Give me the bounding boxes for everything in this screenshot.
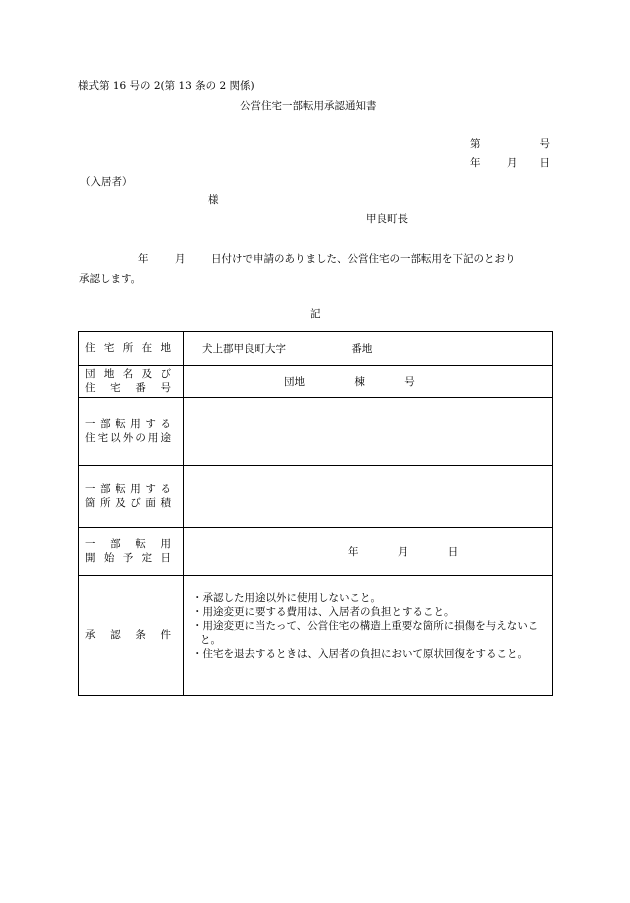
- row-label-area: [79, 466, 184, 528]
- label-char: 日: [160, 551, 171, 564]
- label-char: 部: [100, 483, 111, 496]
- start-year: 年: [348, 546, 359, 558]
- condition-item: ・住宅を退去するときは、入居者の負担において原状回復をすること。: [192, 647, 528, 660]
- body-year: 年: [138, 253, 149, 265]
- row-value-danchi: [184, 366, 553, 398]
- label-char: す: [145, 483, 156, 496]
- label-char: 予: [122, 551, 134, 564]
- danchi-text: 団地: [284, 376, 305, 388]
- label-char: 及: [141, 368, 153, 381]
- label-char: 地: [103, 368, 115, 381]
- table-row: [79, 528, 553, 576]
- date-day: 日: [539, 157, 550, 169]
- label-char: す: [145, 418, 156, 431]
- ki-heading: 記: [310, 308, 321, 320]
- label-char: 面: [145, 496, 156, 509]
- label-char: 承: [85, 628, 96, 641]
- row-label-address: [79, 332, 184, 366]
- date-month: 月: [507, 157, 518, 169]
- table-row: [79, 332, 553, 366]
- document-number-prefix: 第: [470, 138, 481, 150]
- label-char: 所: [122, 341, 134, 354]
- label-char: 用: [160, 538, 171, 551]
- gou-text: 号: [404, 376, 415, 388]
- label-char: び: [160, 368, 171, 381]
- label-char: 住: [85, 341, 96, 354]
- table-row: [79, 576, 553, 696]
- label-char: 一: [85, 538, 96, 551]
- row-label-use: [79, 398, 184, 466]
- label-char: 箇: [85, 496, 96, 509]
- row-label-start-date: [79, 528, 184, 576]
- label-char: 転: [115, 483, 126, 496]
- label-char: 積: [160, 496, 171, 509]
- body-line-2: 承認します。: [79, 273, 142, 285]
- condition-item: ・承認した用途以外に使用しないこと。: [192, 591, 381, 604]
- record-table: [78, 331, 553, 696]
- label-char: 用: [130, 483, 141, 496]
- label-char: 宅: [103, 341, 115, 354]
- label-char: 転: [115, 418, 126, 431]
- tou-text: 棟: [354, 376, 365, 388]
- row-value-use: [184, 398, 553, 466]
- label-char: 及: [115, 496, 126, 509]
- document-number-suffix: 号: [539, 138, 550, 150]
- conditions-list: [184, 591, 548, 661]
- table-row: [79, 466, 553, 528]
- label-char: 一: [85, 483, 96, 496]
- label-char: 所: [100, 496, 111, 509]
- label-char: 番: [135, 381, 146, 394]
- label-char: び: [130, 496, 141, 509]
- label-char: 外: [122, 431, 134, 444]
- label-char: 宅: [110, 381, 121, 394]
- row-value-area: [184, 466, 553, 528]
- start-day: 日: [447, 546, 459, 558]
- label-char: 住: [85, 381, 96, 394]
- body-rest: 日付けで申請のありました、公営住宅の一部転用を下記のとおり: [211, 253, 516, 265]
- label-char: 部: [110, 538, 121, 551]
- label-char: 住: [85, 431, 96, 444]
- issuer-name: 甲良町長: [366, 213, 408, 225]
- table-row: [79, 366, 553, 398]
- row-label-conditions: [79, 576, 184, 696]
- label-char: の: [135, 431, 146, 444]
- label-char: 号: [160, 381, 171, 394]
- label-char: 用: [147, 431, 159, 444]
- label-char: 団: [85, 368, 96, 381]
- condition-item: ・用途変更に要する費用は、入居者の負担とすること。: [192, 605, 455, 618]
- body-paragraph: [79, 249, 553, 289]
- addressee-label: （入居者）: [80, 176, 133, 188]
- row-value-address: [184, 332, 553, 366]
- address-prefix: 犬上郡甲良町大字: [202, 343, 286, 355]
- label-char: 認: [110, 628, 121, 641]
- label-char: 条: [135, 628, 146, 641]
- label-char: 以: [110, 431, 121, 444]
- row-value-conditions: [184, 576, 553, 696]
- label-char: 用: [130, 418, 141, 431]
- label-char: る: [160, 418, 171, 431]
- label-char: 始: [103, 551, 115, 564]
- label-char: 部: [100, 418, 111, 431]
- start-month: 月: [397, 546, 409, 558]
- label-char: 転: [135, 538, 146, 551]
- label-char: 定: [141, 551, 153, 564]
- row-label-danchi: [79, 366, 184, 398]
- row-value-start-date: [184, 528, 553, 576]
- addressee-honorific: 様: [208, 194, 219, 206]
- label-char: 一: [85, 418, 96, 431]
- condition-item: ・用途変更に当たって、公営住宅の構造上重要な箇所に損傷を与えないこと。: [192, 619, 539, 646]
- label-char: 地: [160, 341, 171, 354]
- document-title: 公営住宅一部転用承認通知書: [240, 100, 377, 112]
- label-char: 途: [160, 431, 171, 444]
- date-year: 年: [470, 157, 481, 169]
- form-number: 様式第 16 号の 2(第 13 条の 2 関係): [78, 80, 255, 92]
- label-char: る: [160, 483, 171, 496]
- label-char: 名: [122, 368, 134, 381]
- table-row: [79, 398, 553, 466]
- label-char: 件: [160, 628, 171, 641]
- label-char: 宅: [97, 431, 109, 444]
- body-month: 月: [175, 253, 186, 265]
- label-char: 開: [85, 551, 96, 564]
- label-char: 在: [141, 341, 153, 354]
- address-banchi: 番地: [351, 343, 373, 355]
